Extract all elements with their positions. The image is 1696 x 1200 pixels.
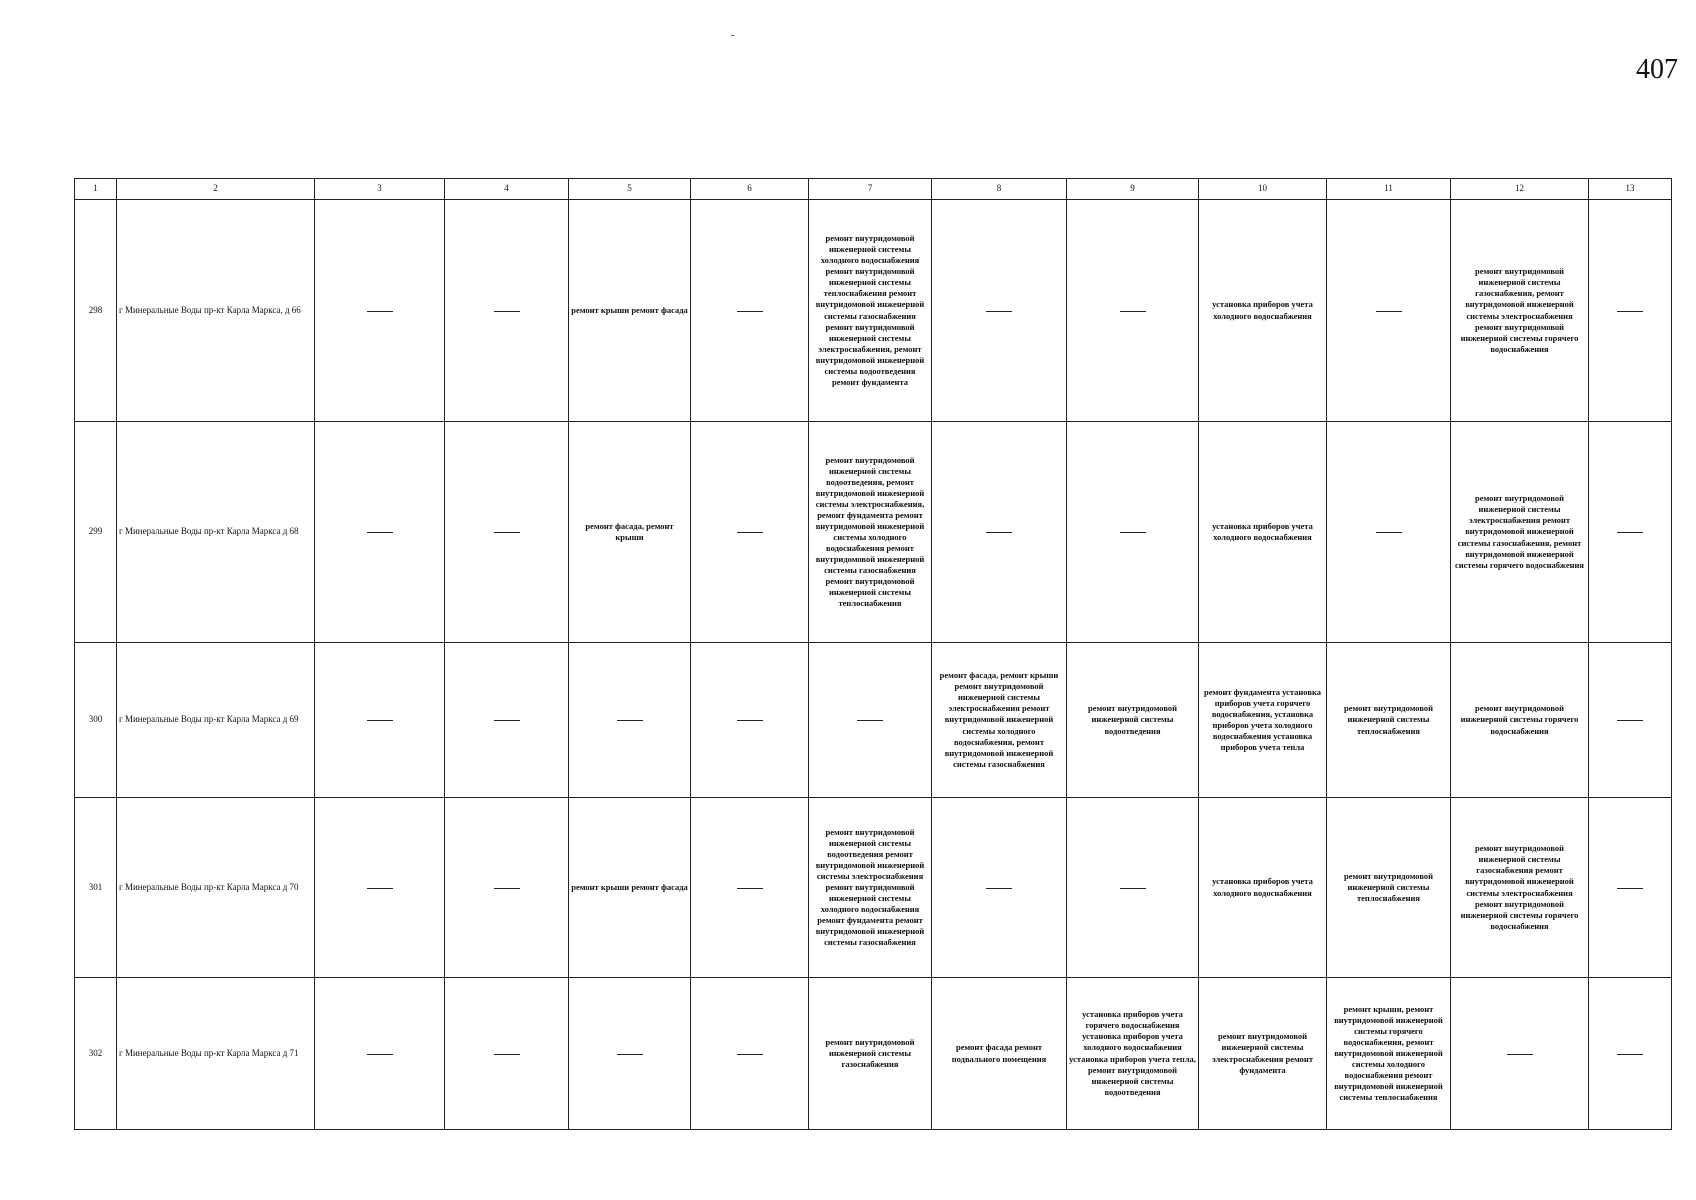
empty-dash — [1617, 1054, 1643, 1055]
empty-dash — [367, 720, 393, 721]
empty-dash — [1376, 311, 1402, 312]
empty-dash — [1120, 888, 1146, 889]
empty-dash — [494, 888, 520, 889]
cell-col4 — [445, 978, 569, 1130]
empty-dash — [617, 1054, 643, 1055]
col-header-11: 11 — [1327, 179, 1451, 200]
empty-dash — [367, 311, 393, 312]
cell-col9 — [1067, 200, 1199, 422]
empty-dash — [1120, 311, 1146, 312]
cell-col10: установка приборов учета холодного водоснабжения — [1199, 798, 1327, 978]
cell-col5: ремонт крыши ремонт фасада — [569, 798, 691, 978]
cell-col8: ремонт фасада ремонт подвального помещения — [932, 978, 1067, 1130]
row-number: 301 — [75, 798, 117, 978]
cell-col5: ремонт фасада, ремонт крыши — [569, 422, 691, 643]
col-header-13: 13 — [1589, 179, 1672, 200]
cell-col7: ремонт внутридомовой инженерной системы холодного водоснабжения ремонт внутридомовой инженерной системы теплоснабжения ремонт внутридомовой инженерной системы газоснабжения ремонт внутридомовой инженерной системы электроснабжения, ремонт внутридомовой инженерной системы водоотведения ремонт фундамента — [809, 200, 932, 422]
empty-dash — [367, 1054, 393, 1055]
cell-col13 — [1589, 978, 1672, 1130]
cell-col11 — [1327, 200, 1451, 422]
col-header-8: 8 — [932, 179, 1067, 200]
empty-dash — [737, 532, 763, 533]
cell-col9 — [1067, 422, 1199, 643]
col-header-12: 12 — [1451, 179, 1589, 200]
cell-col6 — [691, 978, 809, 1130]
cell-col6 — [691, 422, 809, 643]
empty-dash — [617, 720, 643, 721]
col-header-9: 9 — [1067, 179, 1199, 200]
empty-dash — [1376, 532, 1402, 533]
cell-col13 — [1589, 200, 1672, 422]
empty-dash — [367, 888, 393, 889]
col-header-10: 10 — [1199, 179, 1327, 200]
cell-col13 — [1589, 798, 1672, 978]
empty-dash — [494, 532, 520, 533]
empty-dash — [737, 888, 763, 889]
cell-col11: ремонт крыши, ремонт внутридомовой инженерной системы горячего водоснабжения, ремонт внутридомовой инженерной системы холодного водоснабжения ремонт внутридомовой инженерной системы теплоснабжения — [1327, 978, 1451, 1130]
cell-col3 — [315, 643, 445, 798]
row-number: 298 — [75, 200, 117, 422]
col-header-4: 4 — [445, 179, 569, 200]
cell-col8 — [932, 798, 1067, 978]
cell-col4 — [445, 643, 569, 798]
col-header-3: 3 — [315, 179, 445, 200]
cell-col6 — [691, 643, 809, 798]
address-cell: г Минеральные Воды пр-кт Карла Маркса д 69 — [117, 643, 315, 798]
empty-dash — [494, 1054, 520, 1055]
cell-col7: ремонт внутридомовой инженерной системы водоотведения, ремонт внутридомовой инженерной системы электроснабжения, ремонт фундамента ремонт внутридомовой инженерной системы холодного водоснабжения ремонт внутридомовой инженерной системы газоснабжения ремонт внутридомовой инженерной системы теплоснабжения — [809, 422, 932, 643]
cell-col3 — [315, 798, 445, 978]
empty-dash — [857, 720, 883, 721]
address-cell: г Минеральные Воды пр-кт Карла Маркса, д 66 — [117, 200, 315, 422]
cell-col8: ремонт фасада, ремонт крыши ремонт внутридомовой инженерной системы электроснабжения ремонт внутридомовой инженерной системы холодного водоснабжения, ремонт внутридомовой инженерной системы газоснабжения — [932, 643, 1067, 798]
empty-dash — [494, 720, 520, 721]
col-header-7: 7 — [809, 179, 932, 200]
cell-col4 — [445, 798, 569, 978]
empty-dash — [986, 888, 1012, 889]
cell-col5 — [569, 643, 691, 798]
empty-dash — [1617, 532, 1643, 533]
cell-col13 — [1589, 422, 1672, 643]
cell-col7: ремонт внутридомовой инженерной системы водоотведения ремонт внутридомовой инженерной системы электроснабжения ремонт внутридомовой инженерной системы холодного водоснабжения ремонт фундамента ремонт внутридомовой инженерной системы газоснабжения — [809, 798, 932, 978]
cell-col4 — [445, 200, 569, 422]
column-number-row — [75, 179, 1672, 200]
col-header-5: 5 — [569, 179, 691, 200]
table-row — [75, 643, 1672, 798]
empty-dash — [1120, 532, 1146, 533]
cell-col13 — [1589, 643, 1672, 798]
cell-col10: установка приборов учета холодного водоснабжения — [1199, 200, 1327, 422]
address-cell: г Минеральные Воды пр-кт Карла Маркса д 70 — [117, 798, 315, 978]
cell-col7: ремонт внутридомовой инженерной системы газоснабжения — [809, 978, 932, 1130]
cell-col3 — [315, 422, 445, 643]
table-row — [75, 200, 1672, 422]
cell-col12: ремонт внутридомовой инженерной системы горячего водоснабжения — [1451, 643, 1589, 798]
cell-col12: ремонт внутридомовой инженерной системы электроснабжения ремонт внутридомовой инженерной системы газоснабжения, ремонт внутридомовой инженерной системы горячего водоснабжения — [1451, 422, 1589, 643]
empty-dash — [1617, 311, 1643, 312]
address-cell: г Минеральные Воды пр-кт Карла Маркса д 68 — [117, 422, 315, 643]
empty-dash — [737, 1054, 763, 1055]
empty-dash — [367, 532, 393, 533]
cell-col6 — [691, 200, 809, 422]
col-header-1: 1 — [75, 179, 117, 200]
cell-col8 — [932, 200, 1067, 422]
col-header-2: 2 — [117, 179, 315, 200]
cell-col7 — [809, 643, 932, 798]
cell-col11: ремонт внутридомовой инженерной системы теплоснабжения — [1327, 643, 1451, 798]
cell-col10: ремонт фундамента установка приборов учета горячего водоснабжения, установка приборов учета холодного водоснабжения установка приборов учета тепла — [1199, 643, 1327, 798]
cell-col8 — [932, 422, 1067, 643]
cell-col5: ремонт крыши ремонт фасада — [569, 200, 691, 422]
cell-col3 — [315, 200, 445, 422]
table-row — [75, 798, 1672, 978]
repair-works-table — [74, 178, 1672, 1130]
empty-dash — [986, 532, 1012, 533]
cell-col9 — [1067, 798, 1199, 978]
cell-col12: ремонт внутридомовой инженерной системы газоснабжения ремонт внутридомовой инженерной системы электроснабжения ремонт внутридомовой инженерной системы горячего водоснабжения — [1451, 798, 1589, 978]
cell-col11 — [1327, 422, 1451, 643]
address-cell: г Минеральные Воды пр-кт Карла Маркса д 71 — [117, 978, 315, 1130]
cell-col5 — [569, 978, 691, 1130]
row-number: 300 — [75, 643, 117, 798]
table-row — [75, 422, 1672, 643]
empty-dash — [1617, 720, 1643, 721]
empty-dash — [1617, 888, 1643, 889]
empty-dash — [986, 311, 1012, 312]
empty-dash — [494, 311, 520, 312]
stray-mark: - — [731, 30, 735, 41]
table-row — [75, 978, 1672, 1130]
cell-col10: ремонт внутридомовой инженерной системы электроснабжения ремонт фундамента — [1199, 978, 1327, 1130]
empty-dash — [737, 720, 763, 721]
cell-col4 — [445, 422, 569, 643]
empty-dash — [1507, 1054, 1533, 1055]
cell-col12 — [1451, 978, 1589, 1130]
cell-col9: установка приборов учета горячего водоснабжения установка приборов учета холодного водоснабжения установка приборов учета тепла, ремонт внутридомовой инженерной системы водоотведения — [1067, 978, 1199, 1130]
cell-col11: ремонт внутридомовой инженерной системы теплоснабжения — [1327, 798, 1451, 978]
col-header-6: 6 — [691, 179, 809, 200]
row-number: 302 — [75, 978, 117, 1130]
cell-col3 — [315, 978, 445, 1130]
cell-col6 — [691, 798, 809, 978]
cell-col9: ремонт внутридомовой инженерной системы водоотведения — [1067, 643, 1199, 798]
row-number: 299 — [75, 422, 117, 643]
cell-col12: ремонт внутридомовой инженерной системы газоснабжения, ремонт внутридомовой инженерной системы электроснабжения ремонт внутридомовой инженерной системы горячего водоснабжения — [1451, 200, 1589, 422]
cell-col10: установка приборов учета холодного водоснабжения — [1199, 422, 1327, 643]
page-number: 407 — [1636, 54, 1678, 85]
empty-dash — [737, 311, 763, 312]
